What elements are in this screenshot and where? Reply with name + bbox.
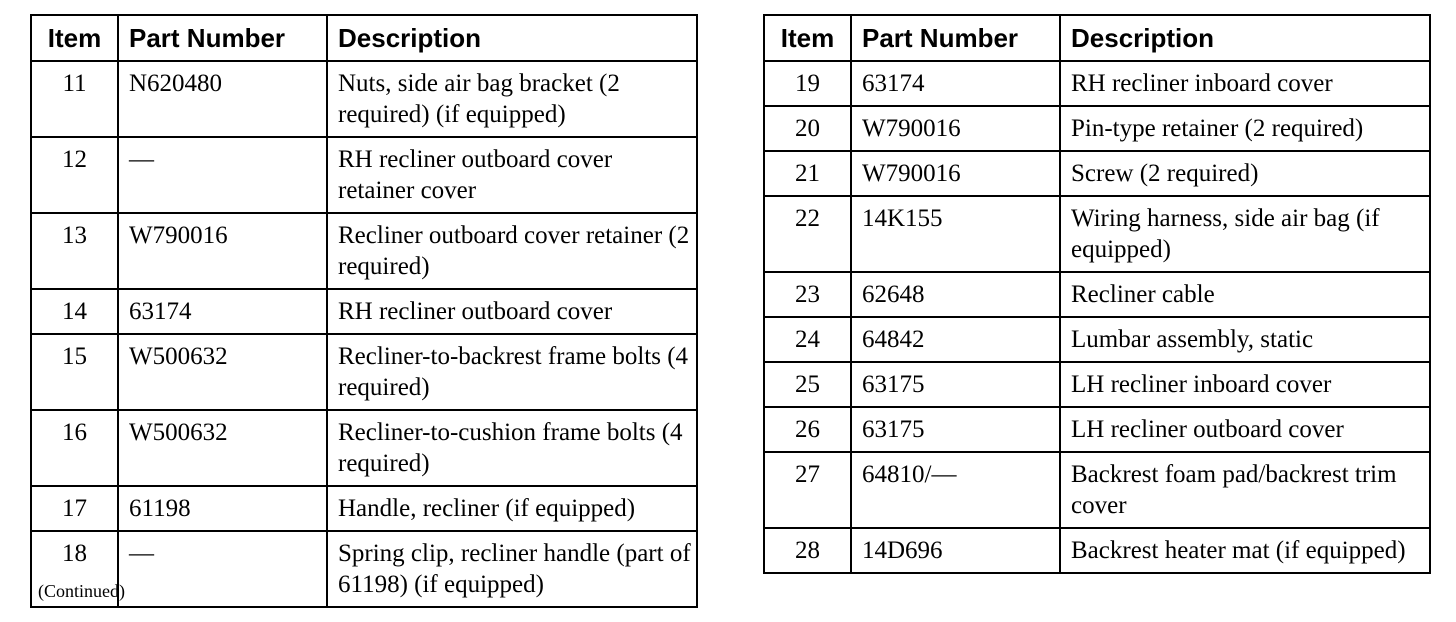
cell-part-number: 64842 bbox=[851, 317, 1060, 362]
cell-item: 27 bbox=[764, 452, 851, 528]
table-row bbox=[764, 61, 1430, 106]
cell-item: 28 bbox=[764, 528, 851, 573]
table-row bbox=[764, 106, 1430, 151]
cell-description: LH recliner outboard cover bbox=[1060, 407, 1430, 452]
cell-part-number: 61198 bbox=[118, 486, 327, 531]
cell-part-number: W790016 bbox=[851, 151, 1060, 196]
cell-item: 11 bbox=[31, 61, 118, 137]
table-row bbox=[764, 407, 1430, 452]
cell-item: 14 bbox=[31, 289, 118, 334]
header-row bbox=[31, 15, 697, 61]
cell-item: 20 bbox=[764, 106, 851, 151]
cell-description: Pin-type retainer (2 required) bbox=[1060, 106, 1430, 151]
table-row bbox=[31, 137, 697, 213]
cell-description: LH recliner inboard cover bbox=[1060, 362, 1430, 407]
parts-table-right-body bbox=[764, 61, 1430, 573]
cell-description: Backrest foam pad/backrest trim cover bbox=[1060, 452, 1430, 528]
cell-item: 19 bbox=[764, 61, 851, 106]
cell-description: Recliner outboard cover retainer (2 required) bbox=[327, 213, 697, 289]
cell-item: 25 bbox=[764, 362, 851, 407]
header-item: Item bbox=[31, 15, 118, 61]
cell-description: RH recliner outboard cover bbox=[327, 289, 697, 334]
cell-description: Nuts, side air bag bracket (2 required) (if equipped) bbox=[327, 61, 697, 137]
cell-description: Lumbar assembly, static bbox=[1060, 317, 1430, 362]
cell-item: 23 bbox=[764, 272, 851, 317]
table-row bbox=[31, 213, 697, 289]
cell-description: Handle, recliner (if equipped) bbox=[327, 486, 697, 531]
table-row bbox=[31, 61, 697, 137]
cell-item: 18 bbox=[31, 531, 118, 607]
table-row bbox=[764, 151, 1430, 196]
cell-item: 17 bbox=[31, 486, 118, 531]
cell-part-number: 62648 bbox=[851, 272, 1060, 317]
table-row bbox=[31, 486, 697, 531]
cell-part-number: N620480 bbox=[118, 61, 327, 137]
parts-table-right bbox=[763, 14, 1431, 574]
table-row bbox=[764, 317, 1430, 362]
cell-item: 16 bbox=[31, 410, 118, 486]
cell-description: RH recliner outboard cover retainer cover bbox=[327, 137, 697, 213]
cell-description: Backrest heater mat (if equipped) bbox=[1060, 528, 1430, 573]
table-row bbox=[31, 334, 697, 410]
header-row bbox=[764, 15, 1430, 61]
cell-item: 24 bbox=[764, 317, 851, 362]
cell-description: Recliner-to-cushion frame bolts (4 required) bbox=[327, 410, 697, 486]
cell-item: 15 bbox=[31, 334, 118, 410]
cell-item: 21 bbox=[764, 151, 851, 196]
cell-part-number: — bbox=[118, 531, 327, 607]
cell-description: Recliner-to-backrest frame bolts (4 required) bbox=[327, 334, 697, 410]
cell-part-number: 14D696 bbox=[851, 528, 1060, 573]
header-description: Description bbox=[327, 15, 697, 61]
table-row bbox=[764, 196, 1430, 272]
table-row bbox=[31, 531, 697, 607]
cell-item: 13 bbox=[31, 213, 118, 289]
cell-part-number: 63175 bbox=[851, 407, 1060, 452]
parts-table-left-body bbox=[31, 61, 697, 607]
table-row bbox=[764, 272, 1430, 317]
table-row bbox=[764, 452, 1430, 528]
header-part-number: Part Number bbox=[118, 15, 327, 61]
cell-part-number: W500632 bbox=[118, 410, 327, 486]
cell-part-number: 63174 bbox=[851, 61, 1060, 106]
cell-item: 22 bbox=[764, 196, 851, 272]
header-part-number: Part Number bbox=[851, 15, 1060, 61]
cell-part-number: 64810/— bbox=[851, 452, 1060, 528]
header-item: Item bbox=[764, 15, 851, 61]
cell-part-number: W790016 bbox=[851, 106, 1060, 151]
cell-description: RH recliner inboard cover bbox=[1060, 61, 1430, 106]
cell-item: 12 bbox=[31, 137, 118, 213]
table-row bbox=[31, 410, 697, 486]
cell-description: Wiring harness, side air bag (if equipped) bbox=[1060, 196, 1430, 272]
table-row bbox=[31, 289, 697, 334]
cell-part-number: 63174 bbox=[118, 289, 327, 334]
cell-description: Screw (2 required) bbox=[1060, 151, 1430, 196]
table-row bbox=[764, 362, 1430, 407]
table-row bbox=[764, 528, 1430, 573]
cell-description: Recliner cable bbox=[1060, 272, 1430, 317]
cell-description: Spring clip, recliner handle (part of 61198) (if equipped) bbox=[327, 531, 697, 607]
continued-note: (Continued) bbox=[38, 581, 125, 601]
cell-part-number: 63175 bbox=[851, 362, 1060, 407]
cell-part-number: W790016 bbox=[118, 213, 327, 289]
cell-part-number: W500632 bbox=[118, 334, 327, 410]
cell-item: 26 bbox=[764, 407, 851, 452]
cell-part-number: 14K155 bbox=[851, 196, 1060, 272]
header-description: Description bbox=[1060, 15, 1430, 61]
parts-table-left bbox=[30, 14, 698, 608]
cell-part-number: — bbox=[118, 137, 327, 213]
